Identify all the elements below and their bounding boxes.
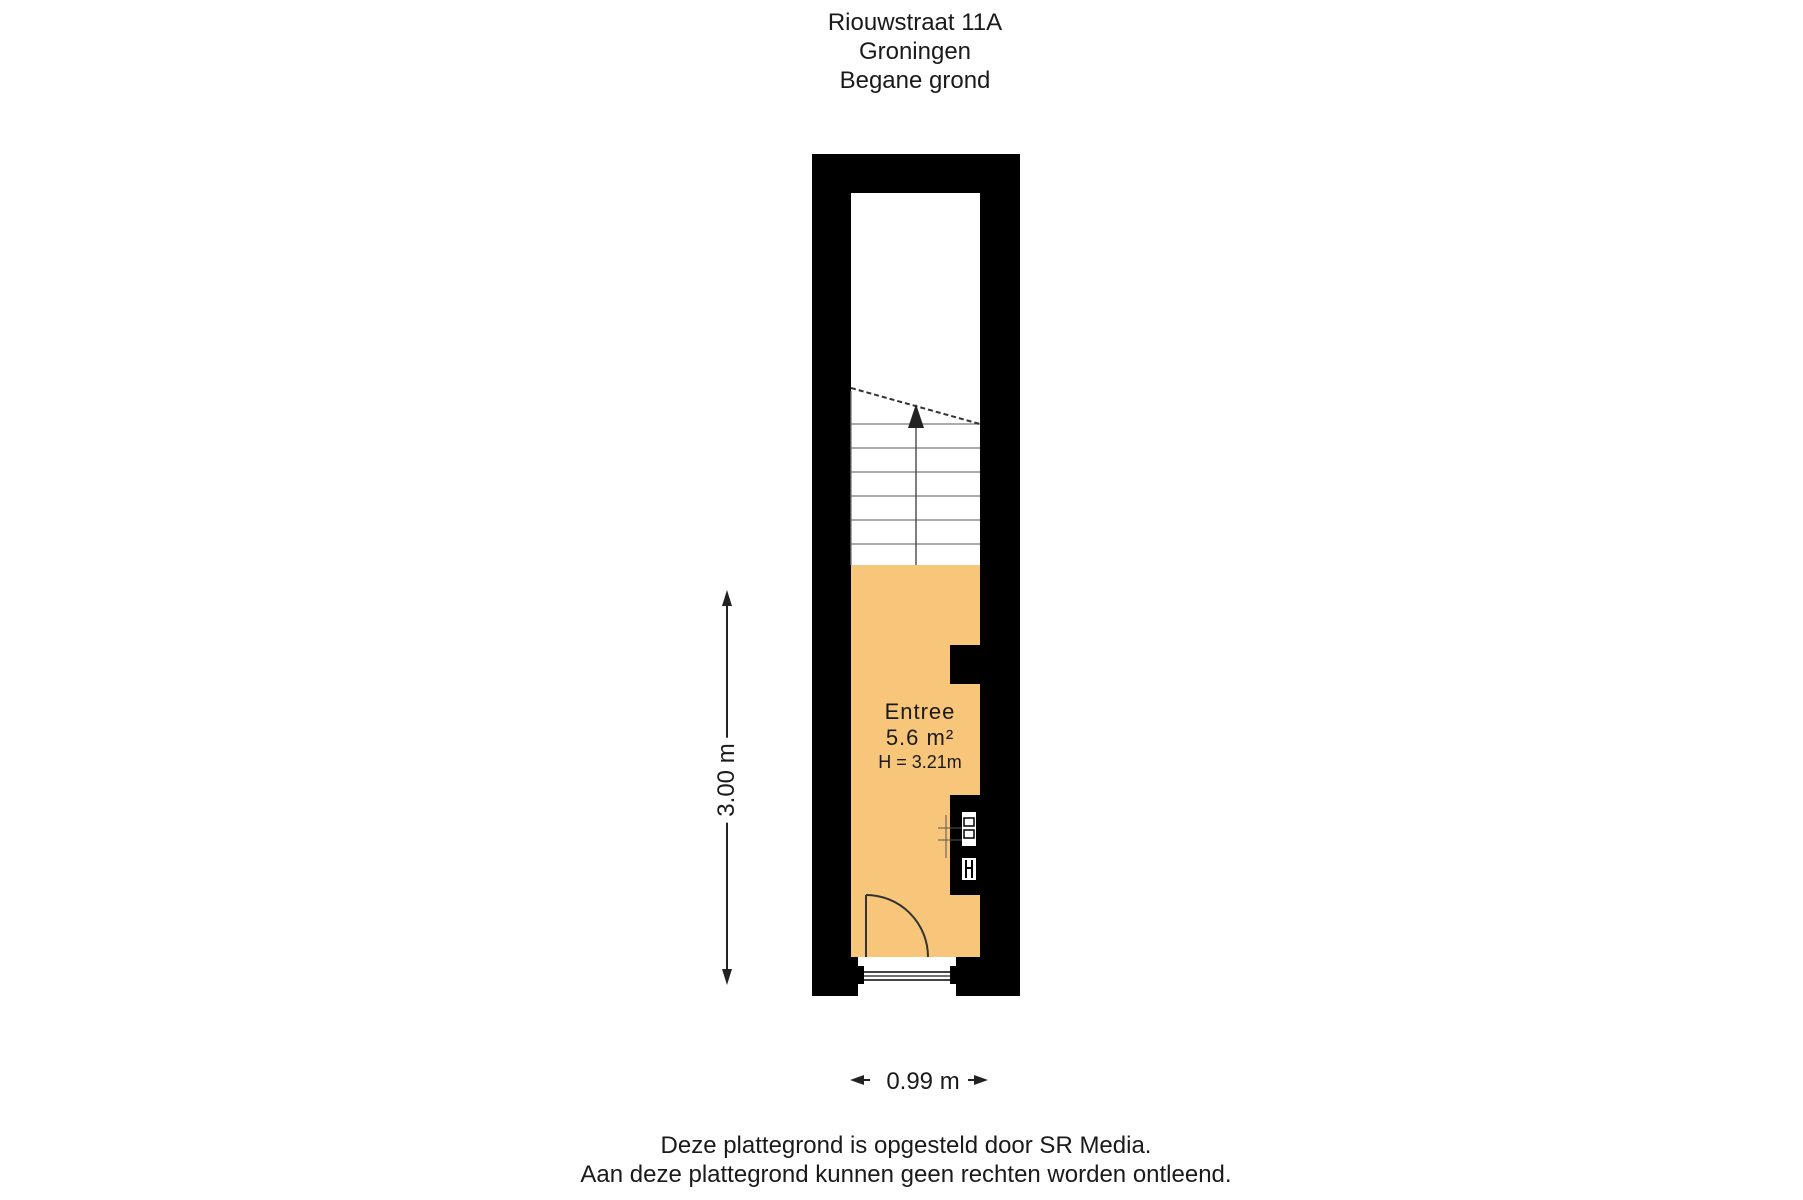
- chimney-block: [950, 645, 980, 684]
- disclaimer: [0, 1131, 1803, 1189]
- length-dimension-label: 3.00 m: [713, 737, 741, 822]
- disclaimer-line-1: Deze plattegrond is opgesteld door SR Media.: [660, 1132, 1152, 1159]
- address-title: Riouwstraat 11A: [827, 9, 1003, 36]
- disclaimer-line-2: Aan deze plattegrond kunnen geen rechten worden ontleend.: [580, 1161, 1232, 1188]
- floor-title: Begane grond: [839, 67, 991, 94]
- room-name-label: Entree: [884, 699, 956, 724]
- room-height-label: H = 3.21m: [878, 752, 962, 772]
- room-area-label: 5.6 m²: [885, 725, 955, 750]
- width-dimension-label: 0.99 m: [886, 1068, 960, 1095]
- door-frame-right: [950, 966, 956, 984]
- door-frame-left: [858, 966, 864, 984]
- city-title: Groningen: [858, 38, 972, 65]
